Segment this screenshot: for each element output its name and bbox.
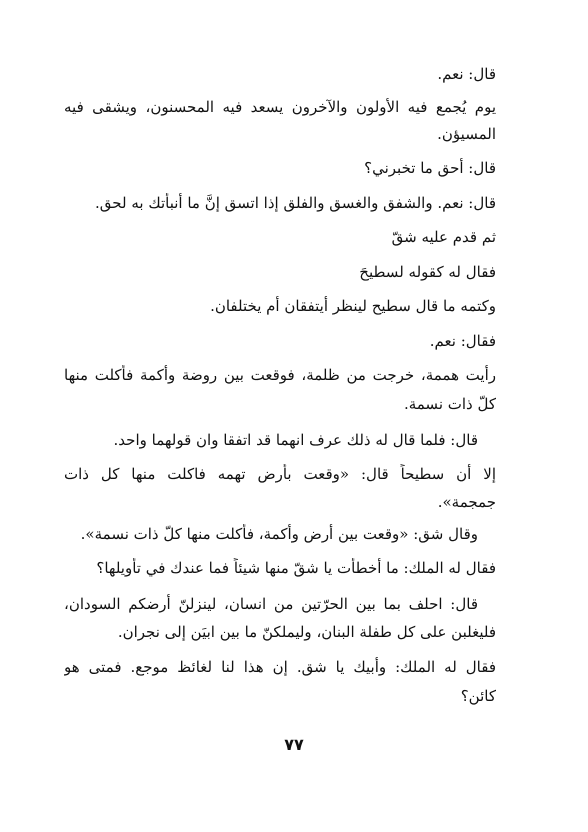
text-line: ثم قدم عليه شقّ: [391, 228, 496, 246]
text-line: يوم يُجمع فيه الأولون والآخرون يسعد فيه المحسنون، ويشقى فيه: [64, 98, 496, 116]
text-line: المسيؤن.: [437, 125, 496, 143]
text-line: جمجمة».: [437, 493, 496, 511]
text-line: إلا أن سطيحاً قال: «وقعت بأرض تهمه فاكلت منها كل ذات: [64, 465, 496, 483]
page-number: ٧٧: [284, 735, 304, 754]
text-line: قال: أحق ما تخبرني؟: [364, 159, 496, 177]
text-line: قال: نعم. والشفق والغسق والفلق إذا اتسق إنَّ ما أنبأتك به لحق.: [95, 194, 496, 212]
text-line: وقال شق: «وقعت بين أرض وأكمة، فأكلت منها كلّ ذات نسمة».: [80, 525, 478, 543]
text-line: فقال له كقوله لسطيحَ: [359, 263, 496, 281]
text-line: فليغلبن على كل طفلة البنان، وليملكنّ ما بين ابيَن إلى نجران.: [117, 623, 496, 641]
text-line: كلّ ذات نسمة.: [403, 395, 496, 413]
text-line: قال: احلف بما بين الحرّتين من انسان، لينزلنّ أرضكم السودان،: [64, 595, 478, 613]
text-line: فقال له الملك: ما أخطأت يا شقّ منها شيئاً فما عندك في تأويلها؟: [96, 559, 496, 577]
text-line: رأيت هممة، خرجت من ظلمة، فوقعت بين روضة وأكمة فأكلت منها: [64, 366, 496, 384]
text-line: كائن؟: [460, 687, 496, 705]
text-line: قال: فلما قال له ذلك عرف انهما قد اتفقا وان قولهما واحد.: [113, 431, 478, 449]
text-line: فقال له الملك: وأبيك يا شق. إن هذا لنا لغائظ موجع. فمتى هو: [64, 658, 496, 676]
text-line: قال: نعم.: [437, 65, 496, 83]
text-line: وكتمه ما قال سطيح لينظر أيتفقان أم يختلفان.: [210, 297, 496, 315]
text-line: فقال: نعم.: [429, 332, 496, 350]
